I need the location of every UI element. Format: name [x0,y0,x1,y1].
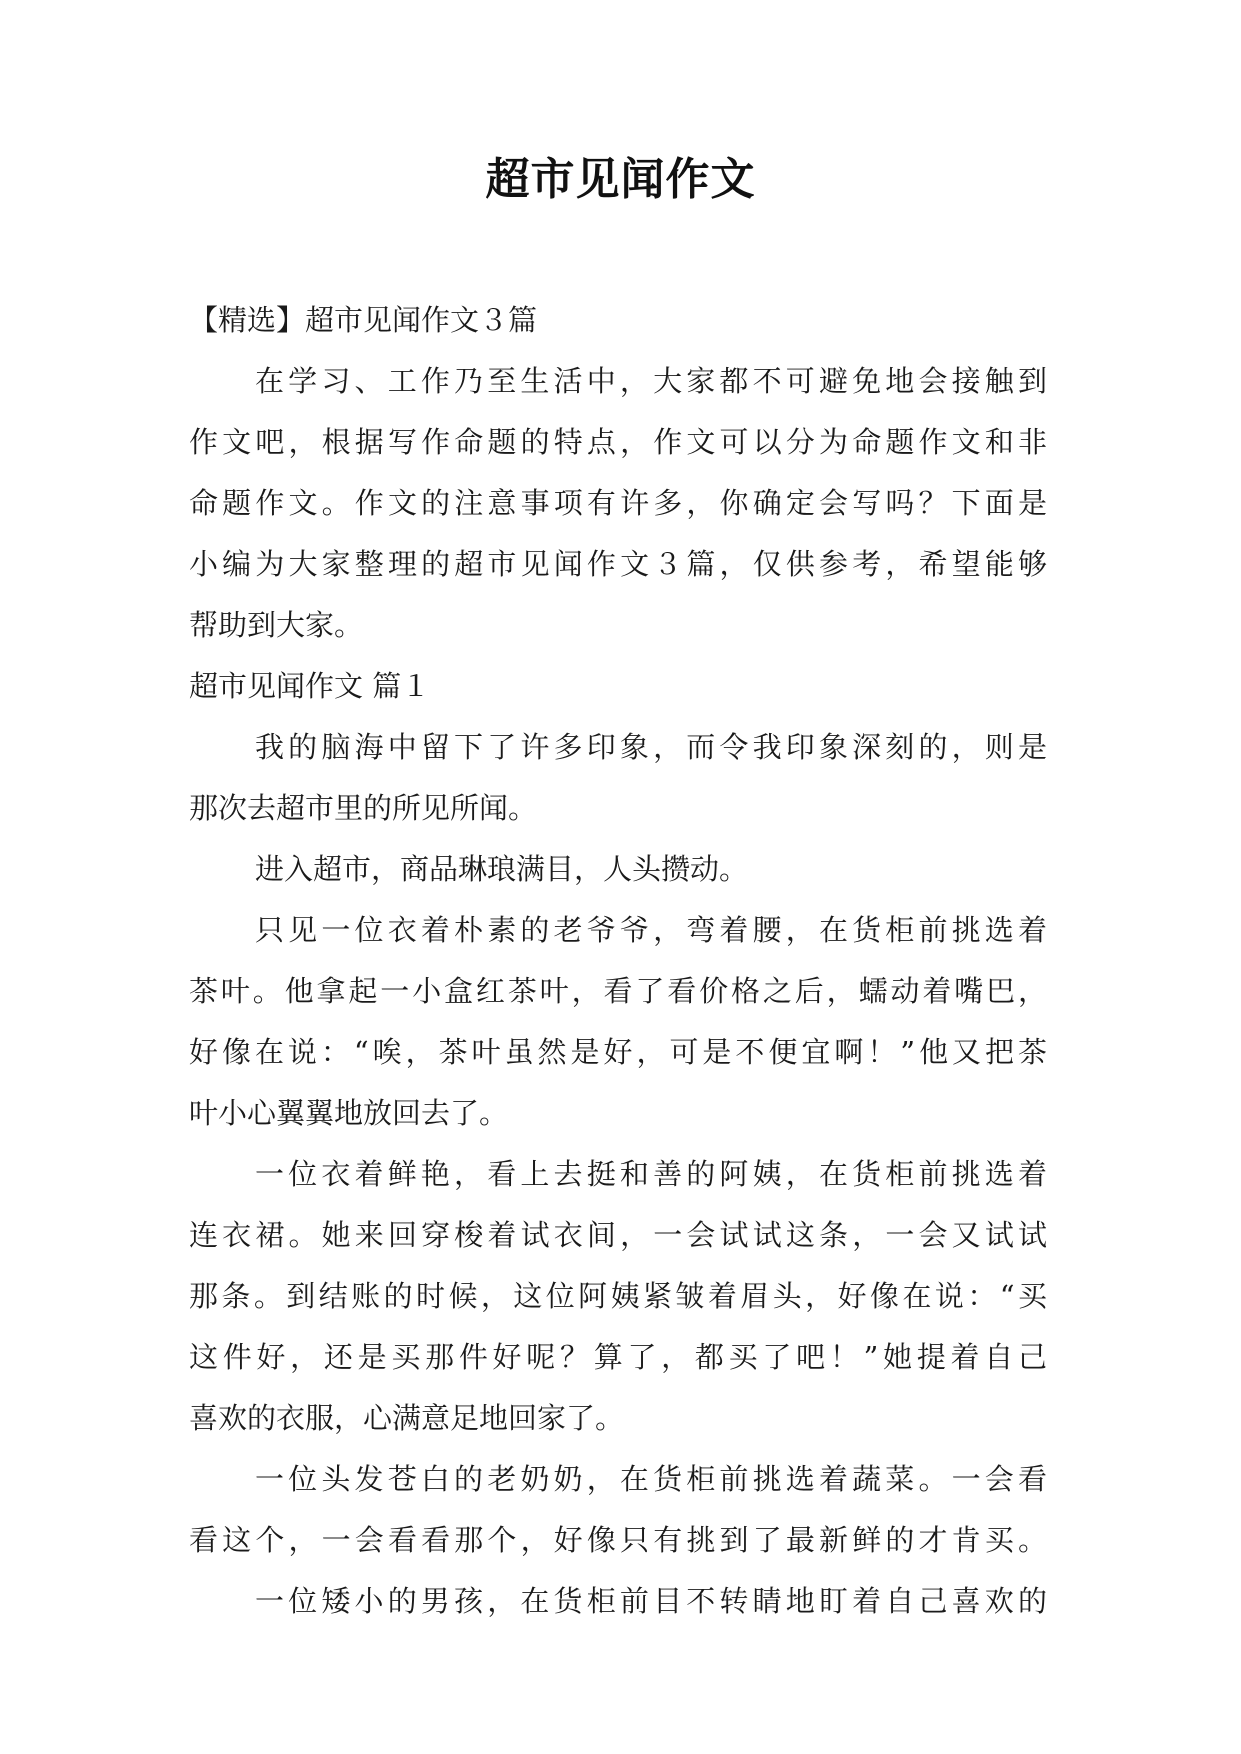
document-body [189,290,1047,1632]
text-line: 这件好，还是买那件好呢？算了，都买了吧！”她提着自己 [189,1340,1047,1374]
text-line: 在学习、工作乃至生活中，大家都不可避免地会接触到 [255,364,1047,398]
document-title: 超市见闻作文 [485,154,756,205]
text-line: 连衣裙。她来回穿梭着试衣间，一会试试这条，一会又试试 [189,1218,1047,1252]
text-line: 好像在说：“唉，茶叶虽然是好，可是不便宜啊！”他又把茶 [189,1035,1047,1069]
text-line: 只见一位衣着朴素的老爷爷，弯着腰，在货柜前挑选着 [255,913,1047,947]
text-line: 作文吧，根据写作命题的特点，作文可以分为命题作文和非 [189,425,1047,459]
text-line: 那次去超市里的所见所闻。 [189,791,538,825]
text-line: 一位衣着鲜艳，看上去挺和善的阿姨，在货柜前挑选着 [255,1157,1047,1191]
text-line: 那条。到结账的时候，这位阿姨紧皱着眉头，好像在说：“买 [189,1279,1047,1313]
text-line: 喜欢的衣服，心满意足地回家了。 [189,1401,625,1435]
text-line: 我的脑海中留下了许多印象，而令我印象深刻的，则是 [255,730,1047,764]
text-line: 超市见闻作文 篇１ [189,669,431,703]
text-line: 叶小心翼翼地放回去了。 [189,1096,509,1130]
text-line: 一位头发苍白的老奶奶，在货柜前挑选着蔬菜。一会看 [255,1462,1047,1496]
text-line: 【精选】超市见闻作文３篇 [189,303,538,337]
text-line: 一位矮小的男孩，在货柜前目不转睛地盯着自己喜欢的 [255,1584,1047,1618]
text-line: 茶叶。他拿起一小盒红茶叶，看了看价格之后，蠕动着嘴巴， [189,974,1047,1008]
text-line: 命题作文。作文的注意事项有许多，你确定会写吗？下面是 [189,486,1047,520]
text-line: 小编为大家整理的超市见闻作文３篇，仅供参考，希望能够 [189,547,1047,581]
text-line: 帮助到大家。 [189,608,364,642]
text-line: 看这个，一会看看那个，好像只有挑到了最新鲜的才肯买。 [189,1523,1047,1557]
text-line: 进入超市，商品琳琅满目，人头攒动。 [255,852,749,886]
